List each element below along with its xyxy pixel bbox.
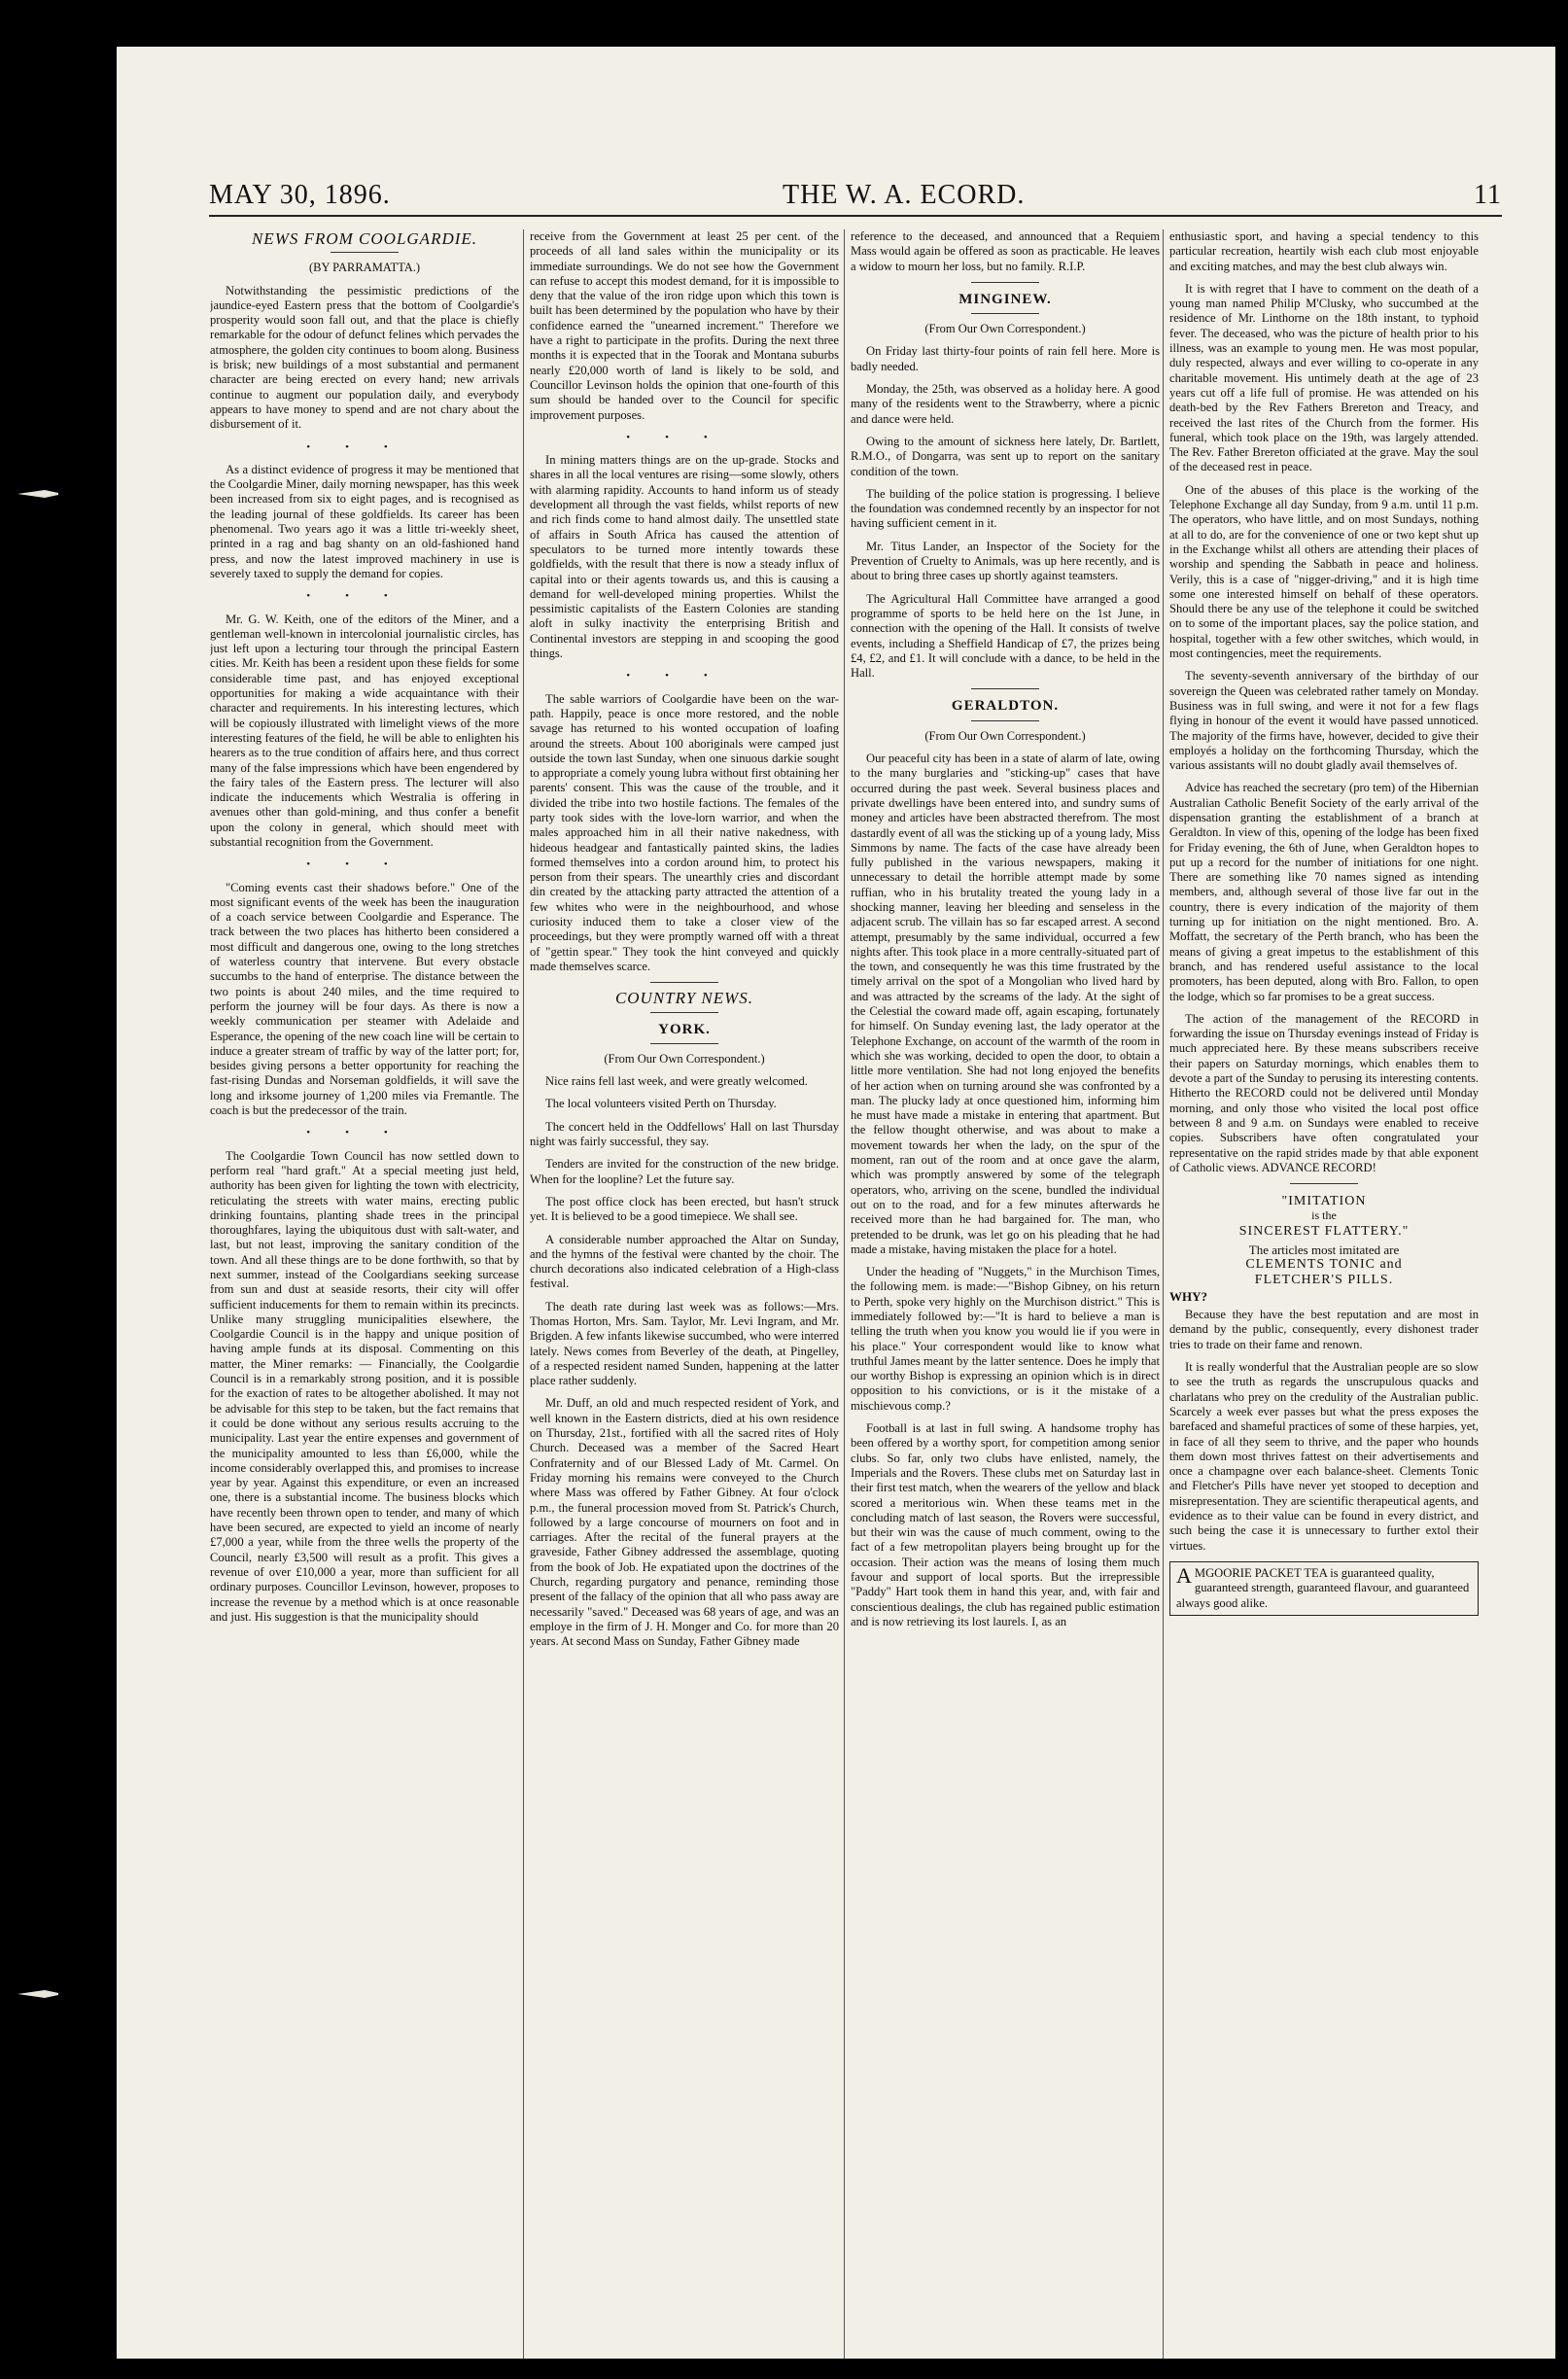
- paragraph: A considerable number approached the Altar on Sunday, and the hymns of the festival were chanted by the choir. The church decorations also indicated celebration of a High-class festival.: [530, 1232, 839, 1291]
- paragraph: The local volunteers visited Perth on Thursday.: [545, 1097, 777, 1111]
- paragraph: Nice rains fell last week, and were greatly welcomed.: [545, 1074, 808, 1089]
- paragraph: The Agricultural Hall Committee have arranged a good programme of sports to be held here on the 1st June, in connection with the opening of the Hall. It consists of twelve events, including a Sheffield Handicap of £7, the prizes being £4, £2, and £1. It will conclude with a dance, to be held in the Hall.: [851, 591, 1160, 681]
- divider: [650, 1012, 718, 1013]
- ad-text: MGOORIE PACKET TEA is guaranteed quality, guaranteed strength, guaranteed flavour, and guaranteed always good alike.: [1176, 1565, 1470, 1610]
- divider: [1290, 1183, 1358, 1184]
- paragraph: The Coolgardie Town Council has now settled down to perform real "hard graft." At a special meeting just held, authority has been given for lighting the town with electricity, reticulating the streets with water mains, erecting public drinking fountains, planting shade trees in the principal thoroughfares, laying the ubiquitous dust with salt-water, and last, but not least, improving the sanitary condition of the town. And all these things are to be done forthwith, so that by next summer, instead of the Coolgardians seeking surcease from sun and dust at seaside resorts, their city will offer sufficient inducements for them to remain within its precincts. Unlike many struggling municipalities elsewhere, the Coolgardie Council is in the happy and unique position of having ample funds at its disposal. Commenting on this matter, the Miner remarks: — Financially, the Coolgardie Council is in a remarkably strong position, and it is possible for the exaction of rates to be altogether abolished. It may not be advisable for this step to be taken, but the fact remains that it could be done without any serious results accruing to the municipality. Last year the entire expenses and government of the municipality amounted to less than £6,000, while the income considerably overlapped this, and promises to increase year by year. Against this expenditure, or even an increased one, there is a substantial income. The business blocks which have recently been thrown open to tender, and many of which have been secured, are expected to yield an income of nearly £7,000 a year, while from the three wells the property of the Council, nearly £3,500 will result as a profit. This gives a revenue of over £10,000 a year, more than sufficient for all ordinary purposes. Councillor Levinson, however, proposes to increase the revenue by a method which is at once reasonable and just. His suggestion is that the municipality should: [210, 1148, 519, 1624]
- ad-headline: "IMITATION: [1281, 1194, 1367, 1209]
- masthead: [209, 176, 1502, 217]
- ad-product: CLEMENTS TONIC and: [1245, 1257, 1403, 1273]
- section-break: •••: [626, 431, 743, 443]
- section-title: COUNTRY NEWS.: [614, 989, 754, 1008]
- ad-paragraph: Because they have the best reputation and are most in demand by the public, consequently, every dishonest trader tries to trade on their fame and renown.: [1169, 1308, 1479, 1351]
- byline: (From Our Own Correspondent.): [924, 728, 1086, 743]
- divider: [971, 720, 1039, 721]
- column-rule: [523, 229, 524, 2359]
- section-break: •••: [306, 858, 423, 871]
- subsection-title: MINGINEW.: [958, 291, 1052, 307]
- column-4: [1169, 229, 1479, 2359]
- pointing-hand-icon: [16, 1986, 60, 2002]
- paragraph: Owing to the amount of sickness here lately, Dr. Bartlett, R.M.O., of Dongarra, was sent up to report on the sanitary condition of the town.: [851, 434, 1160, 478]
- paragraph: The sable warriors of Coolgardie have been on the war-path. Happily, peace is once more restored, and the noble savage has returned to his wonted occupation of loafing around the streets. About 100 aboriginals were camped just outside the town last Sunday, when one sinuous darkie sought to appropriate a comely young lubra without first obtaining her parents' consent. This was the cause of the trouble, and it divided the tribe into two hostile factions. The females of the party took sides with the love-lorn warrior, and when the males approached him in all their native nakedness, with hideous headgear and fantastically painted skins, the ladies formed themselves into a cordon around him, to protect his person from their spears. The unearthly cries and discordant din created by the attacking party attracted the attention of a few whites who were in the neighbourhood, and whose curiosity induced them to take a closer view of the proceedings, but they were promptly warned off with a threat of "gettin spear." They took the hint conveyed and quickly made themselves scarce.: [530, 691, 839, 973]
- divider: [971, 688, 1039, 689]
- column-2: [530, 229, 839, 2359]
- advertisement-clements-tonic: [1169, 1194, 1479, 1554]
- column-3: [851, 229, 1160, 2359]
- paragraph: One of the abuses of this place is the working of the Telephone Exchange all day Sunday, from 9 a.m. until 11 p.m. The operators, who have little, and on most Sundays, nothing at all to do, are for the convenience of one or two kept shut up in the Exchange whilst all others are attending their places of worship and spending the Sabbath in peace and holiness. Verily, this is a case of "nigger-driving," and it is high time some one interested himself on behalf of these operators. Should there be any use of the telephone it could be switched on to some of the important places, say the police station, and hospital, together with a few other switches, which would, in most contingencies, meet the requirements.: [1169, 482, 1479, 661]
- paragraph: On Friday last thirty-four points of rain fell here. More is badly needed.: [851, 344, 1160, 373]
- paragraph: enthusiastic sport, and having a special tendency to this particular recreation, heartily wish each club most enjoyable and exciting matches, and may the best club always win.: [1169, 229, 1479, 273]
- newspaper-page: [117, 47, 1555, 2359]
- subsection-title: YORK.: [658, 1021, 711, 1037]
- section-break: •••: [306, 440, 423, 453]
- article-title: NEWS FROM COOLGARDIE.: [251, 229, 478, 248]
- pointing-hand-icon: [16, 486, 60, 502]
- paragraph: The action of the management of the RECORD in forwarding the issue on Thursday evenings instead of Friday is much appreciated here. By these means subscribers receive their papers on Saturday mornings, which enables them to devote a part of the Sunday to perusing its interesting contents. Hitherto the RECORD could not be delivered until Monday morning, and only those who visited the local post office between 8 and 9 a.m. on Sundays were enabled to receive copies. Subscribers have often congratulated your representative on the rapid strides made by that able exponent of Catholic views. ADVANCE RECORD!: [1169, 1011, 1479, 1174]
- ad-text: is the: [1311, 1208, 1337, 1223]
- column-rule: [844, 229, 845, 2359]
- paper-title: THE W. A. ECORD.: [783, 180, 1026, 210]
- issue-date: MAY 30, 1896.: [209, 180, 391, 210]
- drop-cap: A: [1176, 1562, 1192, 1588]
- paragraph: Football is at last in full swing. A handsome trophy has been offered by a worthy sport, for competition among senior clubs. So far, only two clubs have enlisted, namely, the Imperials and the Rovers. These clubs met on Saturday last in their first test match, when the wearers of the yellow and black scored a meritorious win. When these teams met in the concluding match of last season, the Rovers were successful, but their win was the cause of much comment, owing to the fact of a few metropolitan players being brought up for the occasion. Their action was the means of losing them much favour and support of local sports. But the irrepressible "Paddy" Hart took them in hand this year, and, with fair and conscientious dealings, the club has regained public estimation and is now retrieving its lost laurels. I, as an: [851, 1421, 1160, 1628]
- page-number: 11: [1474, 180, 1502, 210]
- ad-headline: SINCEREST FLATTERY.": [1238, 1223, 1410, 1239]
- paragraph: reference to the deceased, and announced that a Requiem Mass would again be offered as soon as practicable. He leaves a widow to mourn her loss, but no family. R.I.P.: [851, 229, 1160, 273]
- divider: [971, 313, 1039, 314]
- paragraph: Mr. Titus Lander, an Inspector of the Society for the Prevention of Cruelty to Animals, was up here recently, and is about to bring three cases up shortly against teamsters.: [851, 539, 1160, 583]
- ad-question: WHY?: [1169, 1288, 1207, 1304]
- paragraph: Monday, the 25th, was observed as a holiday here. A good many of the residents went to the Strawberry, where a picnic and dance were held.: [851, 382, 1160, 426]
- divider: [650, 1043, 718, 1044]
- paragraph: The death rate during last week was as follows:—Mrs. Thomas Horton, Mrs. Sam. Taylor, Mr. Levi Ingram, and Mr. Brigden. A few infants likewise succumbed, who were interred lately. News comes from Beverley of the death, at Pingelley, of a respected resident named Sunden, happening at the latter place rather suddenly.: [530, 1299, 839, 1388]
- byline: (From Our Own Correspondent.): [604, 1051, 765, 1066]
- paragraph: The concert held in the Oddfellows' Hall on last Thursday night was fairly successful, they say.: [530, 1119, 839, 1149]
- advertisement-tea: [1169, 1561, 1479, 1616]
- byline: (BY PARRAMATTA.): [308, 261, 421, 275]
- column-rule: [1163, 229, 1164, 2359]
- section-break: •••: [306, 590, 423, 603]
- paragraph: receive from the Government at least 25 per cent. of the proceeds of all land sales within the municipality or its immediate surroundings. We do not see how the Government can refuse to accept this modest demand, for it is impossible to deny that the value of the iron ridge upon which this town is built has been determined by the population who have by their confidence earned the "unearned increment." Therefore we have a right to participate in the profits. During the next three months it is expected that in the Toorak and Montana suburbs nearly £20,000 worth of land is likely to be sold, and Councillor Levinson holds the opinion that one-fourth of this sum should be handed over to the Council for specific improvement purposes.: [530, 229, 839, 422]
- divider: [971, 282, 1039, 283]
- paragraph: Under the heading of "Nuggets," in the Murchison Times, the following mem. is made:—"Bishop Gibney, on his return to Perth, spoke very highly on the Murchison district." This is immediately followed by:—"It is hard to believe a man is telling the truth when you know you would lie if you were in his place." Your correspondent would like to know what truthful James meant by the latter sentence. Does he imply that our worthy Bishop is expressing an opinion which is in direct opposition to his convictions, or is it the mistake of a mischievous comp.?: [851, 1265, 1160, 1413]
- paragraph: Advice has reached the secretary (pro tem) of the Hibernian Australian Catholic Benefit Society of the early arrival of the dispensation granting the establishment of a branch at Geraldton. In view of this, opening of the lodge has been fixed for Friday evening, the 6th of June, when Geraldton hopes to put up a record for the number of initiations for one night. There are something like 70 names signed as intending members, and, although several of those live far out in the country, there is every indication of the majority of them turning up for initiation on the night mentioned. Bro. A. Moffatt, the secretary of the Perth branch, who has been the means of giving a great impetus to the establishment of this branch, and has rendered useful assistance to the local promoters, has been deputed, along with Bro. Fallon, to open the lodge, which so far promises to be a great success.: [1169, 781, 1479, 1003]
- ad-paragraph: It is really wonderful that the Australian people are so slow to see the truth as regards the unscrupulous quacks and charlatans who prey on the credulity of the Australian public. Scarcely a week ever passes but what the press exposes the barefaced and shameful practices of some of these harpies, yet, in face of all they seem to thrive, and the paper who hounds them down most thrives fattest on their advertisements and once a champagne over each balance-sheet. Clements Tonic and Fletcher's Pills have never yet stooped to deception and misrepresentation. They are scientific therapeutical agents, and evidence as to their value can be found in every district, and such being the case it is unnecessary to further extol their virtues.: [1169, 1360, 1479, 1553]
- column-1: [210, 229, 519, 2359]
- paragraph: The seventy-seventh anniversary of the birthday of our sovereign the Queen was celebrated rather tamely on Monday. Business was in full swing, and were it not for a few flags flying in honour of the event it would have passed unnoticed. The majority of the firms have, however, decided to give their employés a holiday on the forthcoming Thursday, which the various assistants will no doubt gladly avail themselves of.: [1169, 669, 1479, 773]
- paragraph: Notwithstanding the pessimistic predictions of the jaundice-eyed Eastern press that the bottom of Coolgardie's prosperity would soon fall out, and that the place is chiefly remarkable for the odour of defunct felines which pervades the atmosphere, the golden city continues to boom along. Business is brisk; new buildings of a most substantial and permanent character are being erected on every hand; new arrivals continue to augment our population daily, and everybody appears to have money to spend and are not chary about the disbursement of it.: [210, 283, 519, 432]
- scan-margin: [0, 0, 117, 2379]
- divider: [331, 252, 399, 253]
- paragraph: It is with regret that I have to comment on the death of a young man named Philip M'Clusky, who succumbed at the residence of Mr. Linthorne on the 18th instant, to typhoid fever. The deceased, who was the picture of health prior to his illness, was an example to young men. He was most popular, duly respected, always and ever willing to co-operate in any charitable movement. His untimely death at the age of 23 years cut off a life full of promise. He was attended on his death-bed by the Rev Fathers Brereton and Treacy, and received the last rites of the Church from the former. His funeral, which took place on the 19th, was largely attended. The Rev. Father Brereton officiated at the grave. May the soul of the deceased rest in peace.: [1169, 281, 1479, 474]
- ad-product: FLETCHER'S PILLS.: [1254, 1272, 1394, 1287]
- paragraph: In mining matters things are on the up-grade. Stocks and shares in all the local ventures are rising—some slowly, others with alarming rapidity. Accounts to hand inform us of steady development all through the vast fields, whilst reports of new and rich finds come to hand almost daily. The unsettled state of affairs in South Africa has caused the attention of speculators to be turned more intently towards these goldfields, with the result that there is now a steady influx of capital into or their agents towards us, and this is causing a demand for well-developed mining properties. Whilst the pessimistic capitalists of the Eastern Colonies are standing aloft in sulky inactivity the enterprising British and Continental investors are stepping in and scooping the good things.: [530, 453, 839, 661]
- byline: (From Our Own Correspondent.): [924, 322, 1086, 336]
- paragraph: Tenders are invited for the construction of the new bridge. When for the loopline? Let the future say.: [530, 1157, 839, 1186]
- section-break: •••: [306, 1127, 423, 1139]
- divider: [650, 982, 718, 983]
- subsection-title: GERALDTON.: [951, 698, 1060, 715]
- ad-text: The articles most imitated are: [1248, 1242, 1400, 1257]
- paragraph: Mr. Duff, an old and much respected resident of York, and well known in the Eastern districts, died at his own residence on Thursday, 21st., fortified with all the sacred rites of Holy Church. Deceased was a member of the Sacred Heart Confraternity and of our Blessed Lady of Mt. Carmel. On Friday morning his remains were conveyed to the Church where Mass was offered by Father Gibney. At four o'clock p.m., the funeral procession moved from St. Patrick's Church, followed by a large concourse of mourners on foot and in carriages. After the recital of the funeral prayers at the graveside, Father Gibney addressed the assemblage, quoting from the book of Job. He expatiated upon the doctrines of the Church, regarding purgatory and penance, reminding those present of the fallacy of the opinion that all who pass away are necessarily "saved." Deceased was 68 years of age, and was an employe in the firm of J. H. Monger and Co. for more than 20 years. At second Mass on Sunday, Father Gibney made: [530, 1396, 839, 1649]
- paragraph: As a distinct evidence of progress it may be mentioned that the Coolgardie Miner, daily morning newspaper, has this week been increased from six to eight pages, and is recognised as the leading journal of these goldfields. Its career has been phenomenal. Two years ago it was a little tri-weekly sheet, printed in a rag and bag shanty on an old-fashioned hand press, and now the latest improved machinery in use is severely taxed to supply the demand for copies.: [210, 462, 519, 580]
- paragraph: Our peaceful city has been in a state of alarm of late, owing to the many burglaries and "sticking-up" cases that have occurred during the past week. Several business places and private dwellings have been entered into, and sundry sums of money and articles have been abstracted therefrom. The most dastardly event of all was the sticking up of a young lady, Miss Simmons by name. The facts of the case have already been fully published in the various newspapers, making it unnecessary to detail the horrible attempt made by some ruffian, who in his brutality treated the young lady in a shocking manner, leaving her bleeding and senseless in the adjacent scrub. The villain has so far escaped arrest. A second attempt, presumably by the same individual, occurred a few nights after. This took place in a more centrally-situated part of the town, and consequently he was this time frustrated by the timely arrival on the spot of a Mongolian who lived hard by and was attracted by the screams of the lady. At the sight of the Celestial the coward made off, again escaping, fortunately for himself. On Sunday evening last, the lady operator at the Telephone Exchange, on account of the warmth of the room in which she was working, decided to open the door, to obtain a little more ventilation. She had not long enjoyed the benefits of her action when on turning around she was confronted by a man. The plucky lady at once questioned him, informing him he must have made a mistake in entering that apartment. But the fellow thought otherwise, and was about to make a movement towards her when the lady, on the spur of the moment, ran out of the room and at once gave the alarm, which was promptly answered by some of the telegraph operators, who, arriving on the scene, bundled the individual out on to the road, and for a few minutes afterwards he received more than he had bargained for. The man, who pretended to be drunk, was let go on his pleading that he had made a mistake, having mistaken the place for a hotel.: [851, 752, 1160, 1256]
- paragraph: "Coming events cast their shadows before." One of the most significant events of the week has been the inauguration of a coach service between Coolgardie and Esperance. The track between the two places has hitherto been considered a most difficult and dangerous one, owing to the long stretches of waterless country that intervene. But every obstacle succumbs to the hand of enterprise. The distance between the two points is about 240 miles, and the time required to perform the journey will be four days. As there is now a weekly communication per steamer with Adelaide and Esperance, the opening of the new coach line will be certain to induce a greater stream of traffic by way of the latter port; for, besides giving persons a better opportunity for reaching the fast-rising Dundas and Norseman goldfields, it will save the long and irksome journey of 1,200 miles via Fremantle. The coach is but the predecessor of the train.: [210, 880, 519, 1118]
- section-break: •••: [626, 670, 743, 682]
- paragraph: Mr. G. W. Keith, one of the editors of the Miner, and a gentleman well-known in intercolonial journalistic circles, has just left upon a lecturing tour through the principal Eastern cities. Mr. Keith has been a resident upon these fields for some considerable time past, and has enjoyed exceptional opportunities for making a wide acquaintance with their character and requirements. In his interesting lectures, which will be copiously illustrated with limelight views of the more interesting features of the field, he will be able to enlighten his hearers as to the true condition of affairs here, and thus correct many of the false impressions which have been engendered by the fairy tales of the Eastern press. The lecturer will also indicate the inducements which Westralia is offering in avenues other than gold-mining, and thus confer a benefit upon the colony in general, which should meet with substantial recognition from the Government.: [210, 612, 519, 849]
- paragraph: The post office clock has been erected, but hasn't struck yet. It is believed to be a good timepiece. We shall see.: [530, 1194, 839, 1224]
- paragraph: The building of the police station is progressing. I believe the foundation was condemned recently by an inspector for not having sufficient cement in it.: [851, 486, 1160, 531]
